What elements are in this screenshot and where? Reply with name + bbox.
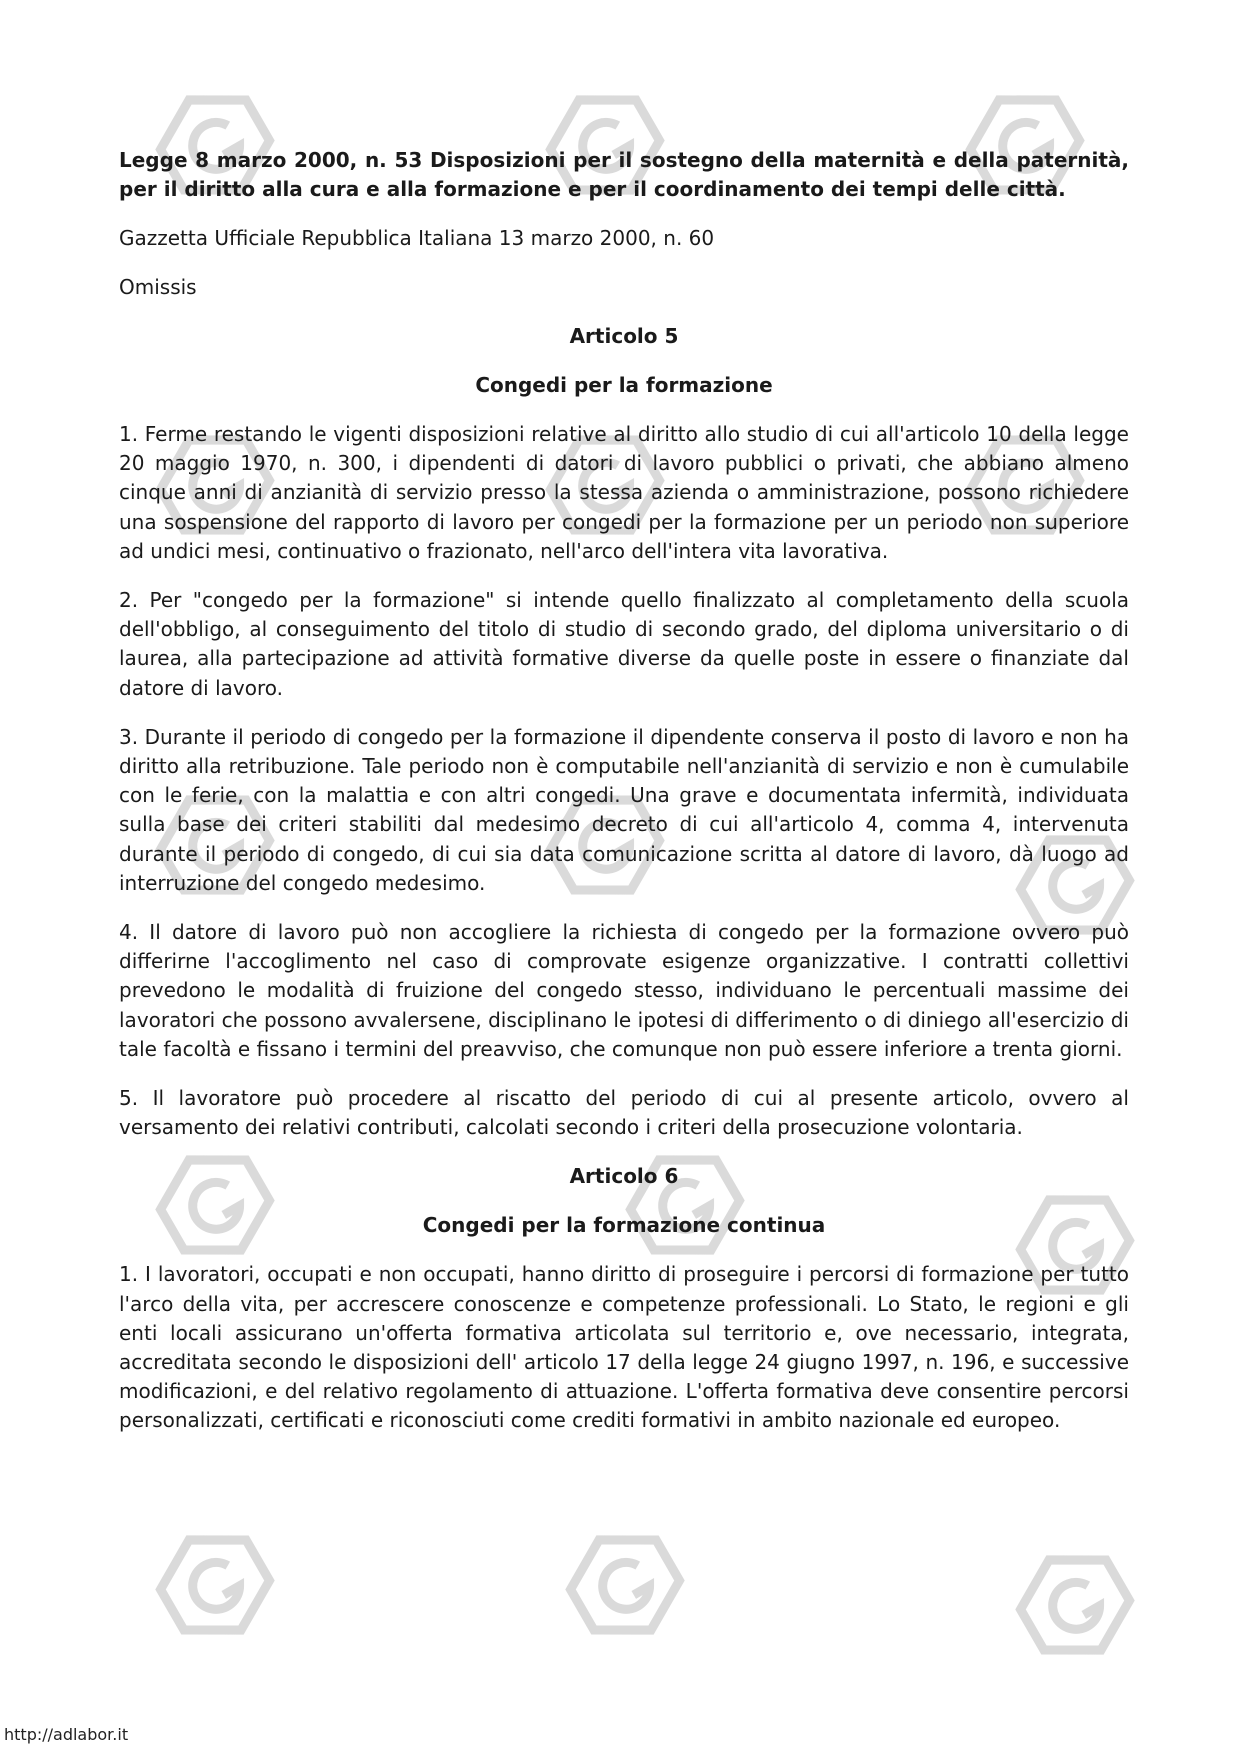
article-6 xyxy=(119,1162,1129,1435)
watermark-logo-icon xyxy=(1010,1540,1140,1670)
article-heading: Congedi per la formazione xyxy=(475,373,773,397)
article-paragraph: 4. Il datore di lavoro può non accogliere la richiesta di congedo per la formazione ovvero può differirne l'accoglimento nel caso di comprovate esigenze organizzative. I contratti collettivi prevedono le modalità di fruizione del congedo stesso, individuano le percentuali massime dei lavoratori che possono avvalersene, disciplinano le ipotesi di differimento o di diniego all'esercizio di tale facoltà e fissano i termini del preavviso, che comunque non può essere inferiore a trenta giorni. xyxy=(119,920,1129,1061)
watermark-logo-icon xyxy=(560,1520,690,1650)
article-number: Articolo 5 xyxy=(569,324,679,348)
article-heading: Congedi per la formazione continua xyxy=(422,1213,826,1238)
omissis-note: Omissis xyxy=(119,275,197,299)
article-paragraph: 1. I lavoratori, occupati e non occupati, hanno diritto di proseguire i percorsi di formazione per tutto l'arco della vita, per accrescere conoscenze e competenze professionali. Lo Stato, le regioni e gli enti locali assicurano un'offerta formativa articolata sul territorio e, ove necessario, integrata, accreditata secondo le disposizioni dell' articolo 17 della legge 24 giugno 1997, n. 196, e successive modificazioni, e del relativo regolamento di attuazione. L'offerta formativa deve consentire percorsi personalizzati, certificati e riconosciuti come crediti formativi in ambito nazionale ed europeo. xyxy=(119,1262,1129,1433)
article-number: Articolo 6 xyxy=(569,1164,679,1189)
article-5 xyxy=(119,322,1129,1142)
article-paragraph: 1. Ferme restando le vigenti disposizioni relative al diritto allo studio di cui all'articolo 10 della legge 20 maggio 1970, n. 300, i dipendenti di datori di lavoro pubblici o privati, che abbiano almeno cinque anni di anzianità di servizio presso la stessa azienda o amministrazione, possono richiedere una sospensione del rapporto di lavoro per congedi per la formazione per un periodo non superiore ad undici mesi, continuativo o frazionato, nell'arco dell'intera vita lavorativa. xyxy=(119,422,1129,563)
article-paragraph: 2. Per "congedo per la formazione" si intende quello finalizzato al completamento della scuola dell'obbligo, al conseguimento del titolo di studio di secondo grado, del diploma universitario o di laurea, alla partecipazione ad attività formative diverse da quelle poste in essere o finanziate dal datore di lavoro. xyxy=(119,588,1129,700)
watermark-logo-icon xyxy=(150,1520,280,1650)
document-page xyxy=(119,146,1129,1456)
footer-link[interactable]: http://adlabor.it xyxy=(4,1725,129,1744)
document-title: Legge 8 marzo 2000, n. 53 Disposizioni per il sostegno della maternità e della paternità, per il diritto alla cura e alla formazione e per il coordinamento dei tempi delle città. xyxy=(119,148,1129,201)
article-paragraph: 3. Durante il periodo di congedo per la formazione il dipendente conserva il posto di lavoro e non ha diritto alla retribuzione. Tale periodo non è computabile nell'anzianità di servizio e non è cumulabile con le ferie, con la malattia e con altri congedi. Una grave e documentata infermità, individuata sulla base dei criteri stabiliti dal medesimo decreto di cui all'articolo 4, comma 4, intervenuta durante il periodo di congedo, di cui sia data comunicazione scritta al datore di lavoro, dà luogo ad interruzione del congedo medesimo. xyxy=(119,724,1129,895)
article-paragraph: 5. Il lavoratore può procedere al riscatto del periodo di cui al presente articolo, ovvero al versamento dei relativi contributi, calcolati secondo i criteri della prosecuzione volontaria. xyxy=(119,1086,1129,1140)
gazette-reference: Gazzetta Ufficiale Repubblica Italiana 13 marzo 2000, n. 60 xyxy=(119,226,715,250)
